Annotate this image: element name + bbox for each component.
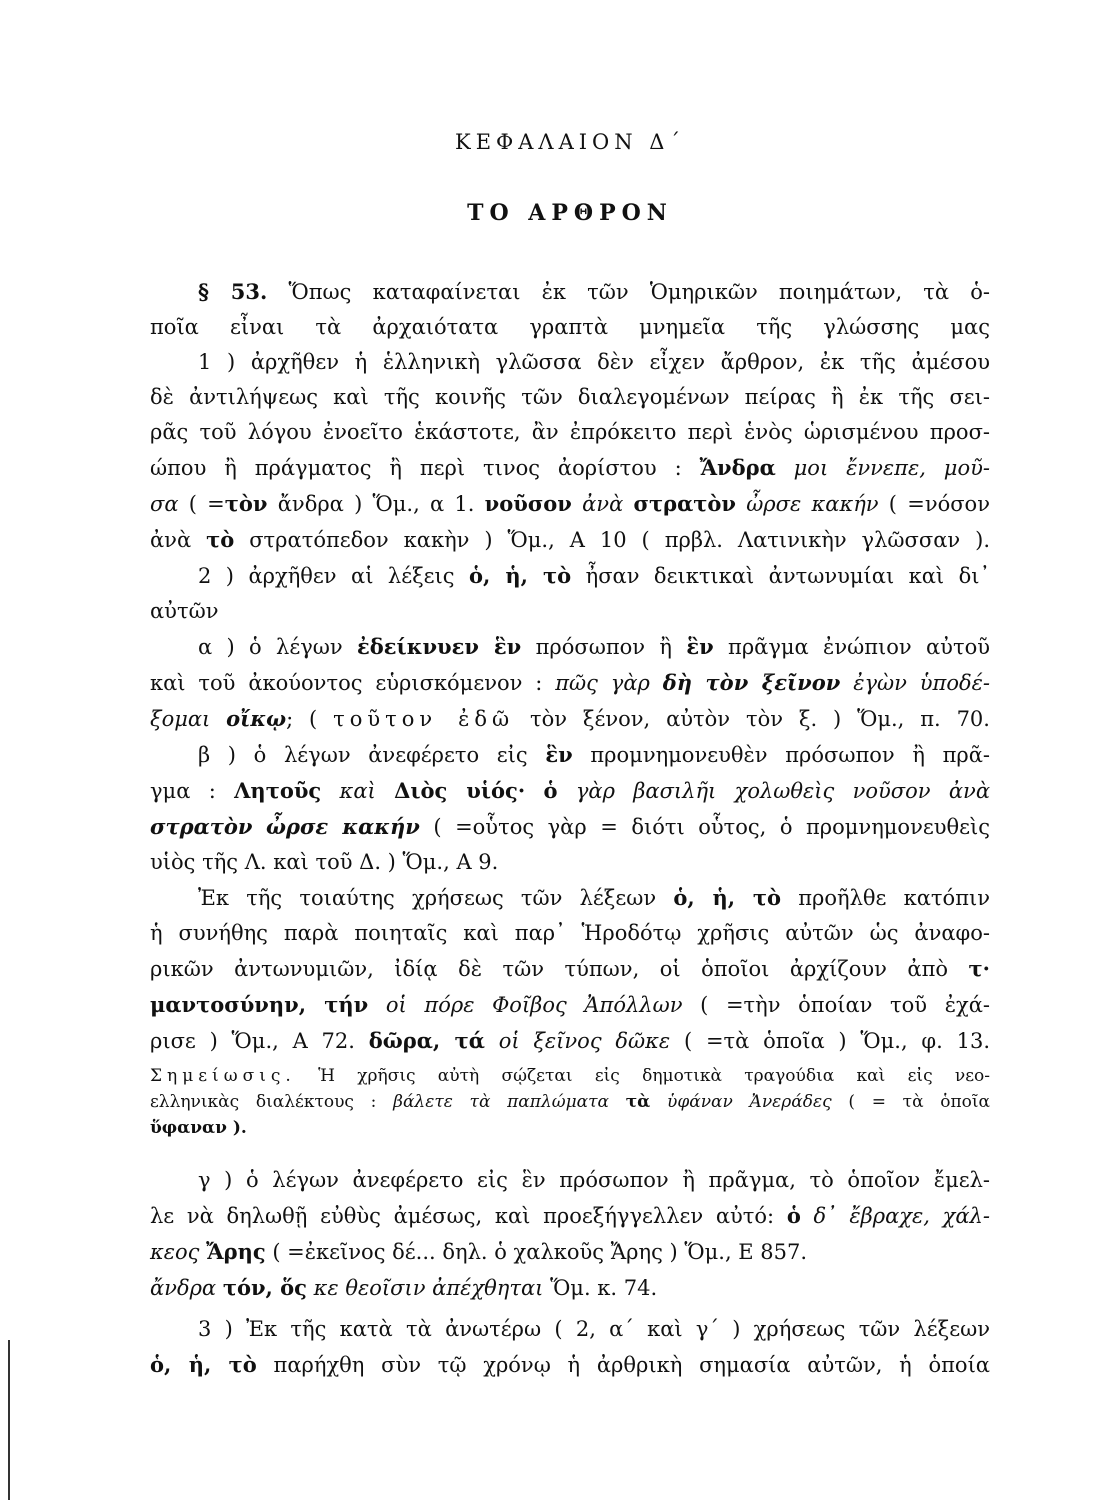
italic-span: ὦρσε κακήν [746, 492, 879, 516]
text-span: αὐτῶν [150, 599, 219, 623]
bold-span: νοῦσον [484, 491, 572, 516]
bold-span: τόν, ὅς [222, 1275, 307, 1300]
text-span: πρᾶγμα ἐνώπιον αὐτοῦ [728, 635, 990, 659]
bold-span: ὁ [786, 1203, 801, 1228]
text-span: Ὅπως καταφαίνεται ἐκ τῶν Ὁμηρικῶν ποιημάτων, τὰ ὁ- [288, 280, 991, 304]
bold-span: ἓν [686, 634, 714, 659]
text-line [150, 345, 990, 380]
bold-span: ὁ, ἡ, τὸ [673, 885, 782, 910]
italic-span: οἱ πόρε Φοῖβος Ἀπόλλων [385, 993, 683, 1017]
footnote [150, 1063, 990, 1141]
text-line [150, 951, 990, 987]
bold-span: οἴκῳ [226, 706, 287, 731]
bold-span: ὕφαναν ). [150, 1118, 247, 1138]
italic-span: κεος [150, 1240, 200, 1264]
text-line [150, 701, 990, 737]
bold-span: τὰ [625, 1092, 651, 1112]
text-line [150, 773, 990, 809]
text-span: προῆλθε κατόπιν [798, 886, 990, 910]
chapter-heading: ΚΕΦΑΛΑΙΟΝ Δ΄ [455, 130, 685, 154]
bold-span: Διὸς υἱός· [394, 778, 526, 803]
bold-span: Ἄνδρα [699, 455, 776, 480]
bold-span: τ· [968, 956, 990, 981]
text-line [150, 415, 990, 450]
italic-span: καὶ [339, 779, 376, 803]
italic-span: πῶς γὰρ [555, 671, 650, 695]
text-span: Ὅμ. κ. 74. [550, 1276, 658, 1300]
text-span: ἦσαν δεικτικαὶ ἀντωνυμίαι καὶ δι᾽ [585, 564, 990, 588]
text-line [150, 450, 990, 486]
text-span: υἱὸς τῆς Λ. καὶ τοῦ Δ. ) Ὅμ., Α 9. [150, 850, 499, 874]
text-span: παρήχθη σὺν τῷ χρόνῳ ἡ ἀρθρικὴ σημασία αὐτῶν, ἡ ὁποία [273, 1353, 990, 1377]
text-line [150, 1347, 990, 1383]
bold-span: ὦρσε κακήν [265, 814, 420, 839]
text-span: α ) ὁ λέγων [198, 635, 343, 659]
text-span: στρατόπεδον κακὴν ) Ὅμ., Α 10 ( πρβλ. Λατινικὴν γλῶσσαν ). [249, 528, 990, 552]
bold-span: δῶρα, τά [368, 1028, 485, 1053]
bold-span: Λητοῦς [234, 778, 322, 803]
text-span: ρισε ) Ὅμ., Α 72. [150, 1029, 355, 1053]
text-line [150, 1115, 990, 1141]
text-span: 1 ) ἀρχῆθεν ἡ ἑλληνικὴ γλῶσσα δὲν εἶχεν ἄρθρον, ἐκ τῆς ἀμέσου [198, 350, 990, 374]
italic-span: ὑφάναν Ἀνεράδες [666, 1092, 832, 1112]
text-span: 3 ) Ἐκ τῆς κατὰ τὰ ἀνωτέρω ( 2, α΄ καὶ γ΄ ) χρήσεως τῶν λέξεων [198, 1317, 990, 1341]
text-span: ρικῶν ἀντωνυμιῶν, ἰδίᾳ δὲ τῶν τύπων, οἱ ὁποῖοι ἀρχίζουν ἀπὸ [150, 957, 949, 981]
italic-span: βάλετε τὰ παπλώματα [393, 1092, 610, 1112]
text-span: ( =τὰ ὁποῖα ) Ὅμ., φ. 13. [683, 1029, 990, 1053]
text-span: ώπου ἢ πράγματος ἢ περὶ τινος ἀορίστου : [150, 456, 682, 480]
text-span: ελληνικὰς διαλέκτους : [150, 1092, 377, 1112]
text-line [150, 1234, 990, 1270]
text-line [150, 1198, 990, 1234]
text-line [150, 845, 990, 880]
text-span: καὶ τοῦ ἀκούοντος εὑρισκόμενον : [150, 671, 543, 695]
bold-span: Ἄρης [206, 1239, 266, 1264]
text-line [150, 809, 990, 845]
spaced-span: τοῦτον ἐδῶ [333, 707, 515, 731]
text-span: δὲ ἀντιλήψεως καὶ τῆς κοινῆς τῶν διαλεγομένων πείρας ἢ ἐκ τῆς σει- [150, 385, 990, 409]
bold-span: ἐδείκνυεν ἓν [357, 634, 522, 659]
text-span: ; ( [286, 707, 318, 731]
text-span: τὸν ξένον, αὐτὸν τὸν ξ. ) Ὅμ., π. 70. [530, 707, 990, 731]
bold-span: τὸ [206, 527, 235, 552]
text-span: ( = [188, 492, 225, 516]
page-title: ΤΟ ΑΡΘΡΟΝ [467, 200, 673, 226]
text-span: ( = τὰ ὁποῖα [848, 1092, 991, 1112]
text-span: γ ) ὁ λέγων ἀνεφέρετο εἰς ἓν πρόσωπον ἢ πρᾶγμα, τὸ ὁποῖον ἔμελ- [198, 1168, 990, 1192]
text-span: β ) ὁ λέγων ἀνεφέρετο εἰς [198, 743, 528, 767]
text-line [150, 737, 990, 773]
text-line [150, 310, 990, 345]
text-line [150, 522, 990, 558]
scan-margin-line [8, 1340, 10, 1500]
italic-span: γὰρ βασιλῆι χολωθεὶς νοῦσον ἀνὰ [575, 779, 991, 803]
text-line [150, 1312, 990, 1347]
bold-span: ὁ [543, 778, 558, 803]
italic-span: ξομαι [150, 707, 211, 731]
bold-span: ὁ, ἡ, τὸ [468, 563, 572, 588]
text-line [150, 274, 990, 310]
bold-span: τὸν [224, 491, 268, 516]
text-span: ποῖα εἶναι τὰ ἀρχαιότατα γραπτὰ μνημεῖα τῆς γλώσσης μας [150, 315, 990, 339]
italic-span: μοι ἔννεπε, μοῦ- [793, 456, 990, 480]
italic-span: σα [150, 492, 179, 516]
body-text [150, 274, 990, 1383]
text-span: ἄνδρα ) Ὅμ., α 1. [277, 492, 475, 516]
text-line [150, 880, 990, 916]
text-span: ( =ἐκεῖνος δέ... δηλ. ὁ χαλκοῦς Ἄρης ) Ὅμ., Ε 857. [272, 1240, 808, 1264]
text-span: ( =οὗτος γὰρ = διότι οὗτος, ὁ προμνημονευθεὶς [433, 815, 991, 839]
text-span: 2 ) ἀρχῆθεν αἱ λέξεις [198, 564, 455, 588]
text-span: Ἐκ τῆς τοιαύτης χρήσεως τῶν λέξεων [198, 886, 657, 910]
italic-span: ἄνδρα [150, 1276, 217, 1300]
text-span: λε νὰ δηλωθῇ εὐθὺς ἀμέσως, καὶ προεξήγγελλεν αὐτό: [150, 1204, 775, 1228]
italic-span: ἐγὼν ὑποδέ- [853, 671, 990, 695]
italic-span: οἱ ξεῖνος δῶκε [498, 1029, 671, 1053]
text-line [150, 987, 990, 1023]
text-line [150, 558, 990, 594]
text-line [150, 665, 990, 701]
text-span: ρᾶς τοῦ λόγου ἐνοεῖτο ἑκάστοτε, ἂν ἐπρόκειτο περὶ ἑνὸς ὡρισμένου προσ- [150, 420, 990, 444]
bold-span: ἓν [545, 742, 573, 767]
text-line [150, 380, 990, 415]
bold-span: δὴ τὸν ξεῖνον [662, 670, 841, 695]
text-span: ἡ συνήθης παρὰ ποιηταῖς καὶ παρ᾽ Ἡροδότῳ χρῆσις αὐτῶν ὡς ἀναφο- [150, 921, 990, 945]
section-number: § 53. [198, 279, 268, 304]
text-line [150, 594, 990, 629]
text-line [150, 1163, 990, 1198]
text-span: Ἡ χρῆσις αὐτὴ σῴζεται εἰς δημοτικὰ τραγούδια καὶ εἰς νεο- [318, 1066, 990, 1086]
text-span: προμνημονευθὲν πρόσωπον ἢ πρᾶ- [590, 743, 990, 767]
bold-span: στρατὸν [150, 814, 253, 839]
text-line [150, 1023, 990, 1059]
text-span: γμα : [150, 779, 216, 803]
text-span: ἀνὰ [150, 528, 192, 552]
text-line [150, 629, 990, 665]
italic-span: δ᾽ ἔβραχε, χάλ- [813, 1204, 990, 1228]
bold-span: μαντοσύνην, τήν [150, 992, 369, 1017]
text-line [150, 1270, 990, 1306]
bold-span: στρατὸν [633, 491, 736, 516]
text-line [150, 1063, 990, 1089]
text-line [150, 486, 990, 522]
text-line [150, 1089, 990, 1115]
note-label: Σημείωσις. [150, 1066, 296, 1086]
text-line [150, 916, 990, 951]
text-span: ( =νόσον [888, 492, 990, 516]
text-span: πρόσωπον ἢ [535, 635, 672, 659]
italic-span: κε θεοῖσιν ἀπέχθηται [313, 1276, 544, 1300]
italic-span: ἀνὰ [582, 492, 624, 516]
text-span: ( =τὴν ὁποίαν τοῦ ἐχά- [700, 993, 990, 1017]
bold-span: ὁ, ἡ, τὸ [150, 1352, 257, 1377]
